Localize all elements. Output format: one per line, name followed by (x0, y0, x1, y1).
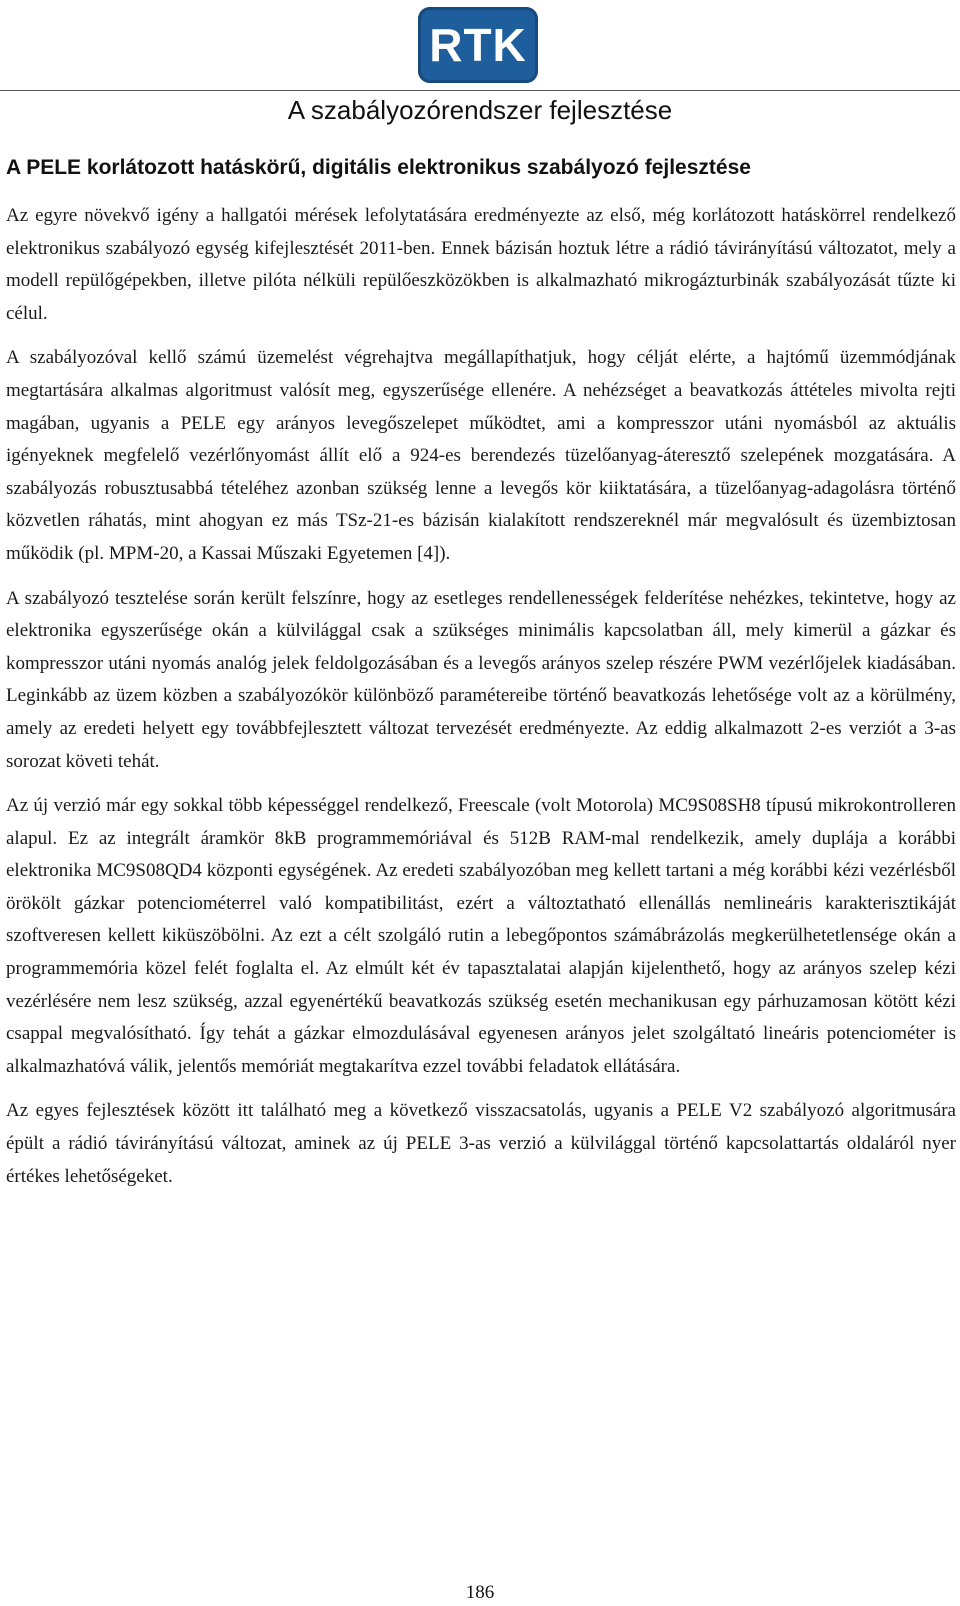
paragraph-4: Az új verzió már egy sokkal több képességgel rendelkező, Freescale (volt Motorola) MC9S08SH8 típusú mikrokontrolleren alapul. Ez az integrált áramkör 8kB programmemóriával és 512B RAM-mal rendelkezik, amely duplája a korábbi elektronika MC9S08QD4 központi egységének. Az eredeti szabályozóban meg kellett tartani a még korábbi kézi vezérlésből örökölt gázkar potenciométerrel való kompatibilitást, ezért a változtatható ellenállás nemlineáris karakterisztikáját szoftveresen kellett kiküszöbölni. Az ezt a célt szolgáló rutin a lebegőpontos számábrázolás megkerülhetetlensége okán a programmemória közel felét foglalta el. Az elmúlt két év tapasztalatai alapján kijelenthető, hogy az arányos szelep kézi vezérlésére nem lesz szükség, azzal egyenértékű beavatkozás szükség esetén mechanikusan egy párhuzamosan kötött kézi csappal megvalósítható. Így tehát a gázkar elmozdulásával egyenesen arányos jelet szolgáltató lineáris potenciométer is alkalmazhatóvá válik, jelentős memóriát megtakarítva ezzel további feladatok ellátására. (6, 795, 956, 1077)
paragraph-3: A szabályozó tesztelése során került felszínre, hogy az esetleges rendellenességek felderítése nehézkes, tekintetve, hogy az elektronika egyszerűsége okán a külvilággal csak a szükséges minimális kapcsolatban áll, mely kimerül a gázkar és kompresszor utáni nyomás analóg jelek feldolgozásában és a levegős arányos szelep részére PWM vezérlőjelek kiadásában. Leginkább az üzem közben a szabályozókör különböző paramétereibe történő beavatkozás lehetősége volt az a körülmény, amely az eredeti helyett egy továbbfejlesztett változat tervezését eredményezte. Az eddig alkalmazott 2-es verziót a 3-as sorozat követi tehát. (6, 587, 956, 772)
logo-text: RTK (429, 19, 527, 71)
paragraph-5: Az egyes fejlesztések között itt található meg a következő visszacsatolás, ugyanis a PELE V2 szabályozó algoritmusára épült a rádió távirányítású változat, aminek az új PELE 3-as verzió a külvilággal történő kapcsolattartás oldaláról nyer értékes lehetőségeket. (6, 1100, 956, 1187)
paragraph-1: Az egyre növekvő igény a hallgatói mérések lefolytatására eredményezte az első, még korlátozott hatáskörrel rendelkező elektronikus szabályozó egység kifejlesztését 2011-ben. Ennek bázisán hoztuk létre a rádió távirányítású változatot, mely a modell repülőgépekben, illetve pilóta nélküli repülőeszközökben is alkalmazható mikrogázturbinák szabályozását tűzte ki célul. (6, 205, 956, 324)
rtk-logo (418, 7, 538, 83)
body-text (6, 200, 956, 1205)
paragraph-2: A szabályozóval kellő számú üzemelést végrehajtva megállapíthatjuk, hogy célját elérte, a hajtómű üzemmódjának megtartására alkalmas algoritmust valósít meg, egyszerűsége ellenére. A nehézséget a beavatkozás áttételes mivolta rejti magában, ugyanis a PELE egy arányos levegőszelepet működtet, ami a kompresszor utáni nyomásból az aktuális igényeknek megfelelő vezérlőnyomást állít elő a 924-es berendezés tüzelőanyag-áteresztő szelepének mozgatására. A szabályozás robusztusabbá tételéhez azonban szükség lenne a levegős kör kiiktatására, a tüzelőanyag-adagolásra történő közvetlen ráhatás, mint ahogyan ez más TSz-21-es bázisán kialakított rendszereknél már megvalósult és üzembiztosan működik (pl. MPM-20, a Kassai Műszaki Egyetemen [4]). (6, 347, 956, 564)
page-title: A szabályozórendszer fejlesztése (287, 95, 673, 125)
page-number: 186 (465, 1582, 495, 1603)
header-divider (0, 90, 960, 91)
section-heading: A PELE korlátozott hatáskörű, digitális elektronikus szabályozó fejlesztése (6, 156, 751, 179)
